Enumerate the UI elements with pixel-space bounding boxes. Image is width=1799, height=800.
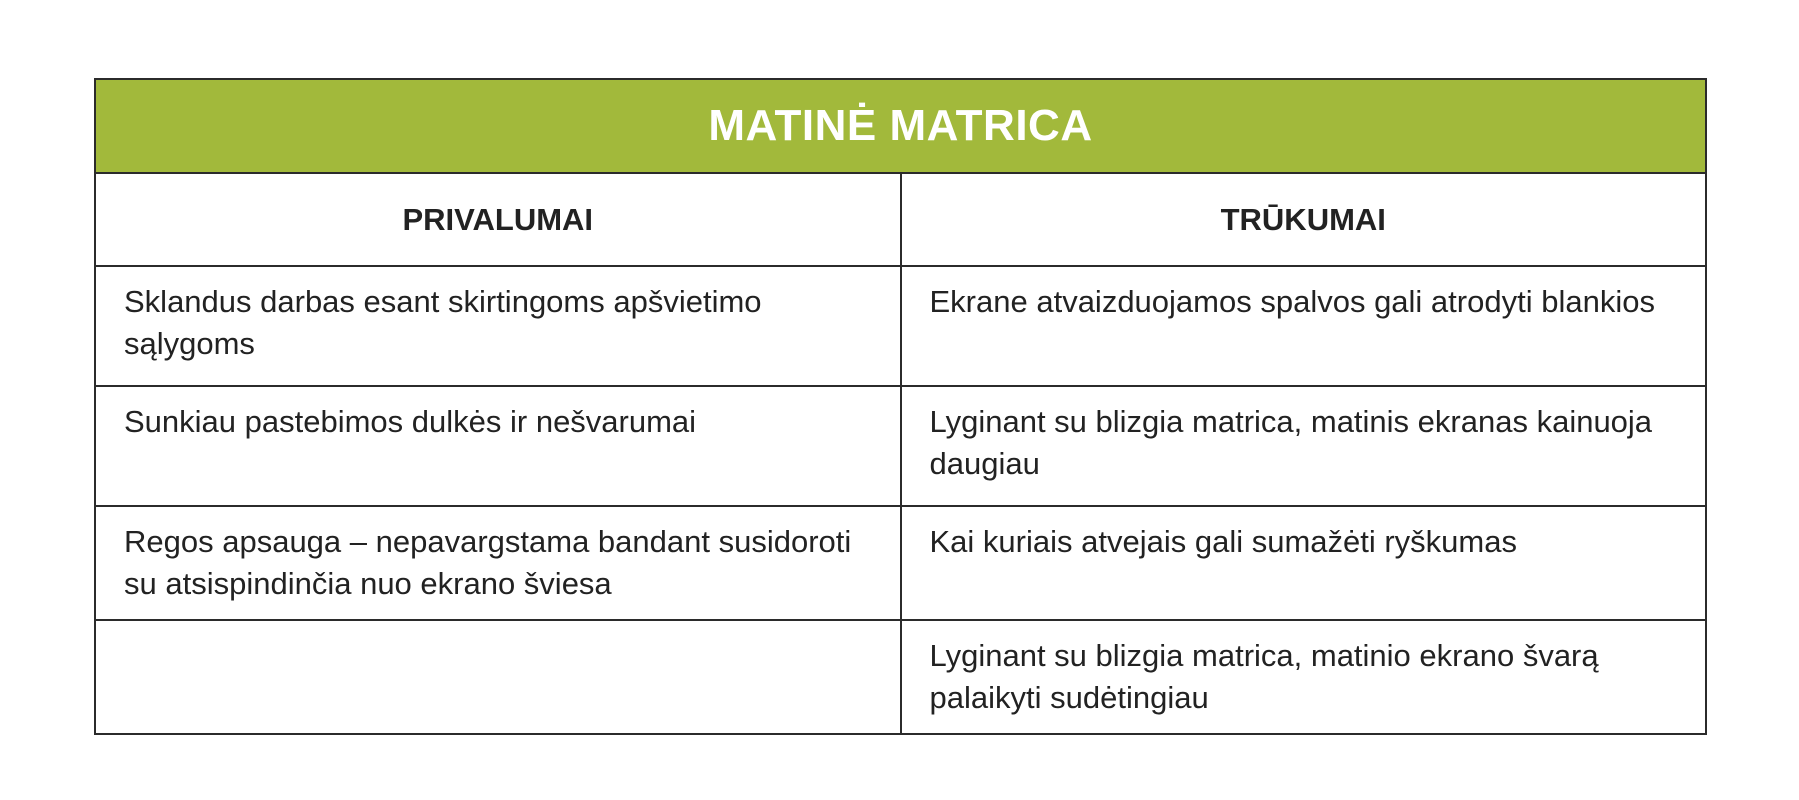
- table-title: MATINĖ MATRICA: [95, 79, 1706, 173]
- table-row: [95, 266, 1706, 386]
- header-pros: PRIVALUMAI: [95, 173, 901, 266]
- table-row: [95, 620, 1706, 734]
- table-row: [95, 506, 1706, 620]
- pro-cell: Sklandus darbas esant skirtingoms apšvietimo sąlygoms: [95, 266, 901, 386]
- table-header-row: [95, 173, 1706, 266]
- pro-cell-empty: [95, 620, 901, 734]
- comparison-table: [94, 78, 1707, 735]
- table-row: [95, 386, 1706, 506]
- header-cons: TRŪKUMAI: [901, 173, 1707, 266]
- pro-cell: Regos apsauga – nepavargstama bandant susidoroti su atsispindinčia nuo ekrano šviesa: [95, 506, 901, 620]
- comparison-table-container: [94, 78, 1707, 735]
- con-cell: Ekrane atvaizduojamos spalvos gali atrodyti blankios: [901, 266, 1707, 386]
- table-title-row: [95, 79, 1706, 173]
- con-cell: Kai kuriais atvejais gali sumažėti ryškumas: [901, 506, 1707, 620]
- con-cell: Lyginant su blizgia matrica, matinio ekrano švarą palaikyti sudėtingiau: [901, 620, 1707, 734]
- pro-cell: Sunkiau pastebimos dulkės ir nešvarumai: [95, 386, 901, 506]
- con-cell: Lyginant su blizgia matrica, matinis ekranas kainuoja daugiau: [901, 386, 1707, 506]
